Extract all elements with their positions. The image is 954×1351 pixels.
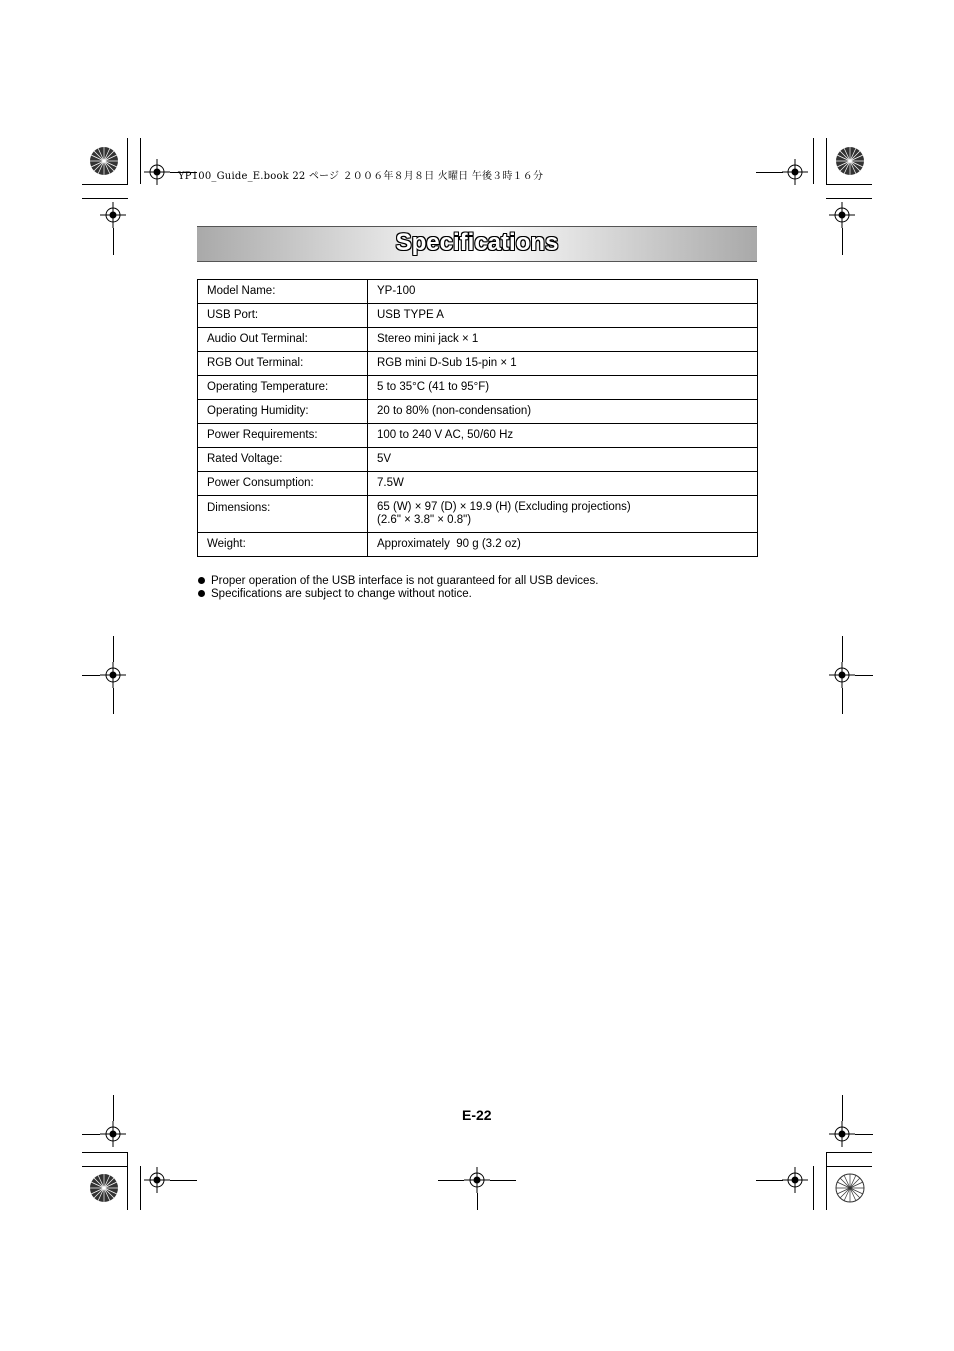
- registration-mark-icon: [144, 1167, 170, 1193]
- crop-mark: [826, 184, 872, 185]
- star-target-icon: [835, 1173, 865, 1203]
- spec-value: YP-100: [368, 280, 758, 304]
- crop-mark: [438, 1180, 464, 1181]
- spec-value: USB TYPE A: [368, 304, 758, 328]
- spec-label: Operating Humidity:: [198, 400, 368, 424]
- spec-value: 7.5W: [368, 472, 758, 496]
- table-row: [198, 280, 758, 304]
- registration-mark-icon: [829, 1121, 855, 1147]
- spec-label: Model Name:: [198, 280, 368, 304]
- crop-mark: [855, 675, 873, 676]
- spec-label: Weight:: [198, 533, 368, 557]
- spec-label: Audio Out Terminal:: [198, 328, 368, 352]
- crop-mark: [82, 198, 128, 199]
- crop-mark: [826, 1152, 872, 1153]
- registration-mark-icon: [829, 662, 855, 688]
- crop-mark: [127, 138, 128, 184]
- spec-label: Power Consumption:: [198, 472, 368, 496]
- spec-label: Dimensions:: [198, 496, 368, 533]
- crop-mark: [113, 1095, 114, 1121]
- crop-mark: [477, 1193, 478, 1210]
- spec-label: Rated Voltage:: [198, 448, 368, 472]
- crop-mark: [127, 1152, 128, 1210]
- spec-value: 5V: [368, 448, 758, 472]
- spec-value: 65 (W) × 97 (D) × 19.9 (H) (Excluding projections): [377, 501, 631, 513]
- registration-mark-icon: [464, 1167, 490, 1193]
- registration-mark-icon: [782, 159, 808, 185]
- table-row: [198, 496, 758, 533]
- table-row: [198, 400, 758, 424]
- star-target-icon: [89, 1173, 119, 1203]
- print-info-header: YP100_Guide_E.book 22 ページ ２００６年８月８日 火曜日 午後３時１６分: [178, 171, 544, 182]
- crop-mark: [82, 675, 100, 676]
- crop-mark: [140, 1166, 141, 1210]
- spec-value: 100 to 240 V AC, 50/60 Hz: [368, 424, 758, 448]
- registration-mark-icon: [144, 159, 170, 185]
- spec-label: Operating Temperature:: [198, 376, 368, 400]
- crop-mark: [842, 228, 843, 255]
- table-row: [198, 448, 758, 472]
- crop-mark: [113, 688, 114, 714]
- crop-mark: [826, 198, 872, 199]
- crop-mark: [826, 1152, 827, 1210]
- registration-mark-icon: [782, 1167, 808, 1193]
- crop-mark: [826, 138, 827, 184]
- crop-mark: [490, 1180, 516, 1181]
- bullet-icon: [198, 577, 205, 584]
- spec-label: USB Port:: [198, 304, 368, 328]
- spec-value: 20 to 80% (non-condensation): [368, 400, 758, 424]
- table-row: [198, 376, 758, 400]
- crop-mark: [842, 1095, 843, 1121]
- crop-mark: [82, 184, 128, 185]
- star-target-icon: [835, 146, 865, 176]
- registration-mark-icon: [100, 1121, 126, 1147]
- crop-mark: [813, 1166, 814, 1210]
- spec-value: Approximately 90 g (3.2 oz): [368, 533, 758, 557]
- specifications-table: [197, 279, 758, 557]
- star-target-icon: [89, 146, 119, 176]
- crop-mark: [842, 688, 843, 714]
- crop-mark: [140, 138, 141, 184]
- registration-mark-icon: [829, 202, 855, 228]
- note-text: Proper operation of the USB interface is not guaranteed for all USB devices.: [211, 575, 599, 587]
- table-row: [198, 472, 758, 496]
- spec-label: Power Requirements:: [198, 424, 368, 448]
- crop-mark: [82, 1152, 128, 1153]
- bullet-icon: [198, 590, 205, 597]
- page-title: Specifications: [395, 229, 559, 256]
- spec-label: RGB Out Terminal:: [198, 352, 368, 376]
- note-text: Specifications are subject to change without notice.: [211, 587, 472, 600]
- table-row: [198, 424, 758, 448]
- crop-mark: [842, 636, 843, 662]
- notes-list: [198, 575, 598, 600]
- spec-value: RGB mini D-Sub 15-pin × 1: [368, 352, 758, 376]
- title-band: [197, 226, 757, 262]
- spec-value: Stereo mini jack × 1: [368, 328, 758, 352]
- crop-mark: [813, 138, 814, 184]
- crop-mark: [82, 1134, 100, 1135]
- crop-mark: [113, 228, 114, 255]
- crop-mark: [855, 1134, 873, 1135]
- table-row: [198, 304, 758, 328]
- spec-value-cell: [368, 496, 758, 533]
- crop-mark: [756, 172, 783, 173]
- table-row: [198, 328, 758, 352]
- crop-mark: [756, 1180, 783, 1181]
- list-item: [198, 588, 598, 601]
- crop-mark: [170, 1180, 197, 1181]
- page-number: E-22: [462, 1107, 492, 1123]
- table-row: [198, 533, 758, 557]
- list-item: [198, 575, 598, 588]
- crop-mark: [82, 1166, 128, 1167]
- crop-mark: [826, 1166, 872, 1167]
- table-row: [198, 352, 758, 376]
- spec-value: 5 to 35°C (41 to 95°F): [368, 376, 758, 400]
- crop-mark: [113, 636, 114, 662]
- registration-mark-icon: [100, 202, 126, 228]
- spec-value-line2: (2.6" × 3.8" × 0.8"): [377, 514, 472, 526]
- registration-mark-icon: [100, 662, 126, 688]
